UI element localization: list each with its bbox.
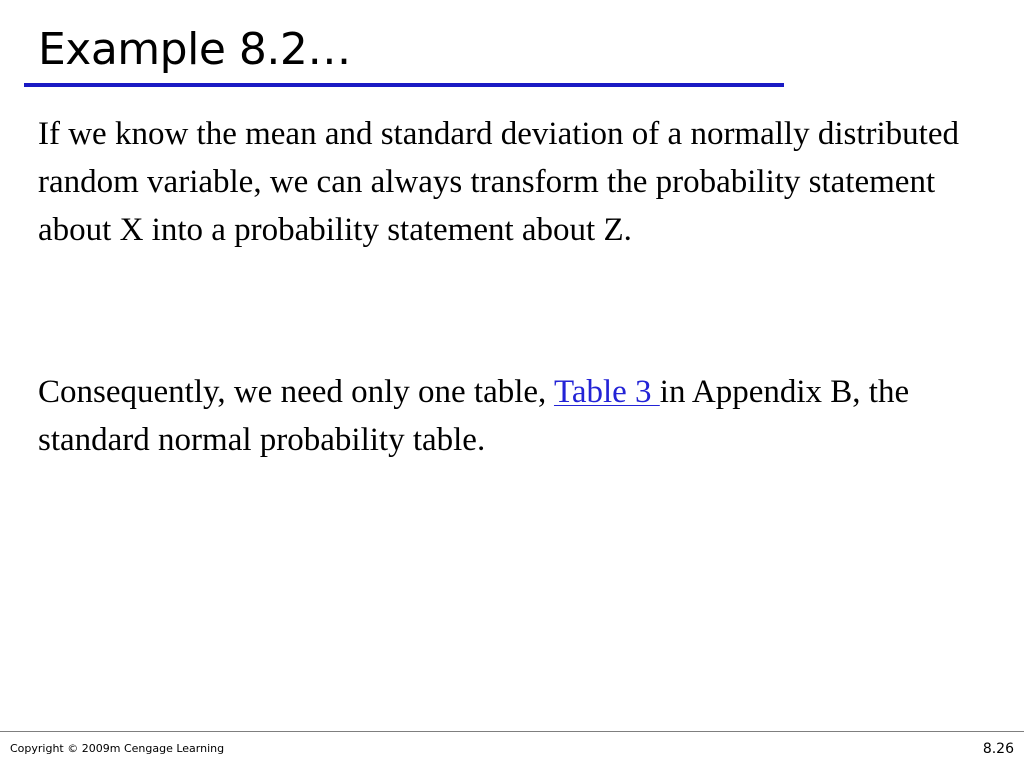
footer-divider — [0, 731, 1024, 732]
paragraph-2-text-before-link: Consequently, we need only one table, — [38, 374, 554, 410]
paragraph-2-text-after-link: in Appendix B, the standard normal probability table. — [38, 374, 910, 458]
title-underline — [24, 83, 784, 87]
footer-copyright: Copyright © 2009m Cengage Learning — [10, 742, 225, 755]
slide-page-number: 8.26 — [982, 741, 1014, 757]
paragraph-standard-table — [38, 368, 998, 464]
slide-title: Example 8.2… — [38, 24, 351, 75]
table-3-link[interactable]: Table 3 — [553, 374, 660, 410]
paragraph-normal-transform: If we know the mean and standard deviation of a normally distributed random variable, we can always transform the probability statement about X into a probability statement about Z. — [38, 116, 959, 248]
